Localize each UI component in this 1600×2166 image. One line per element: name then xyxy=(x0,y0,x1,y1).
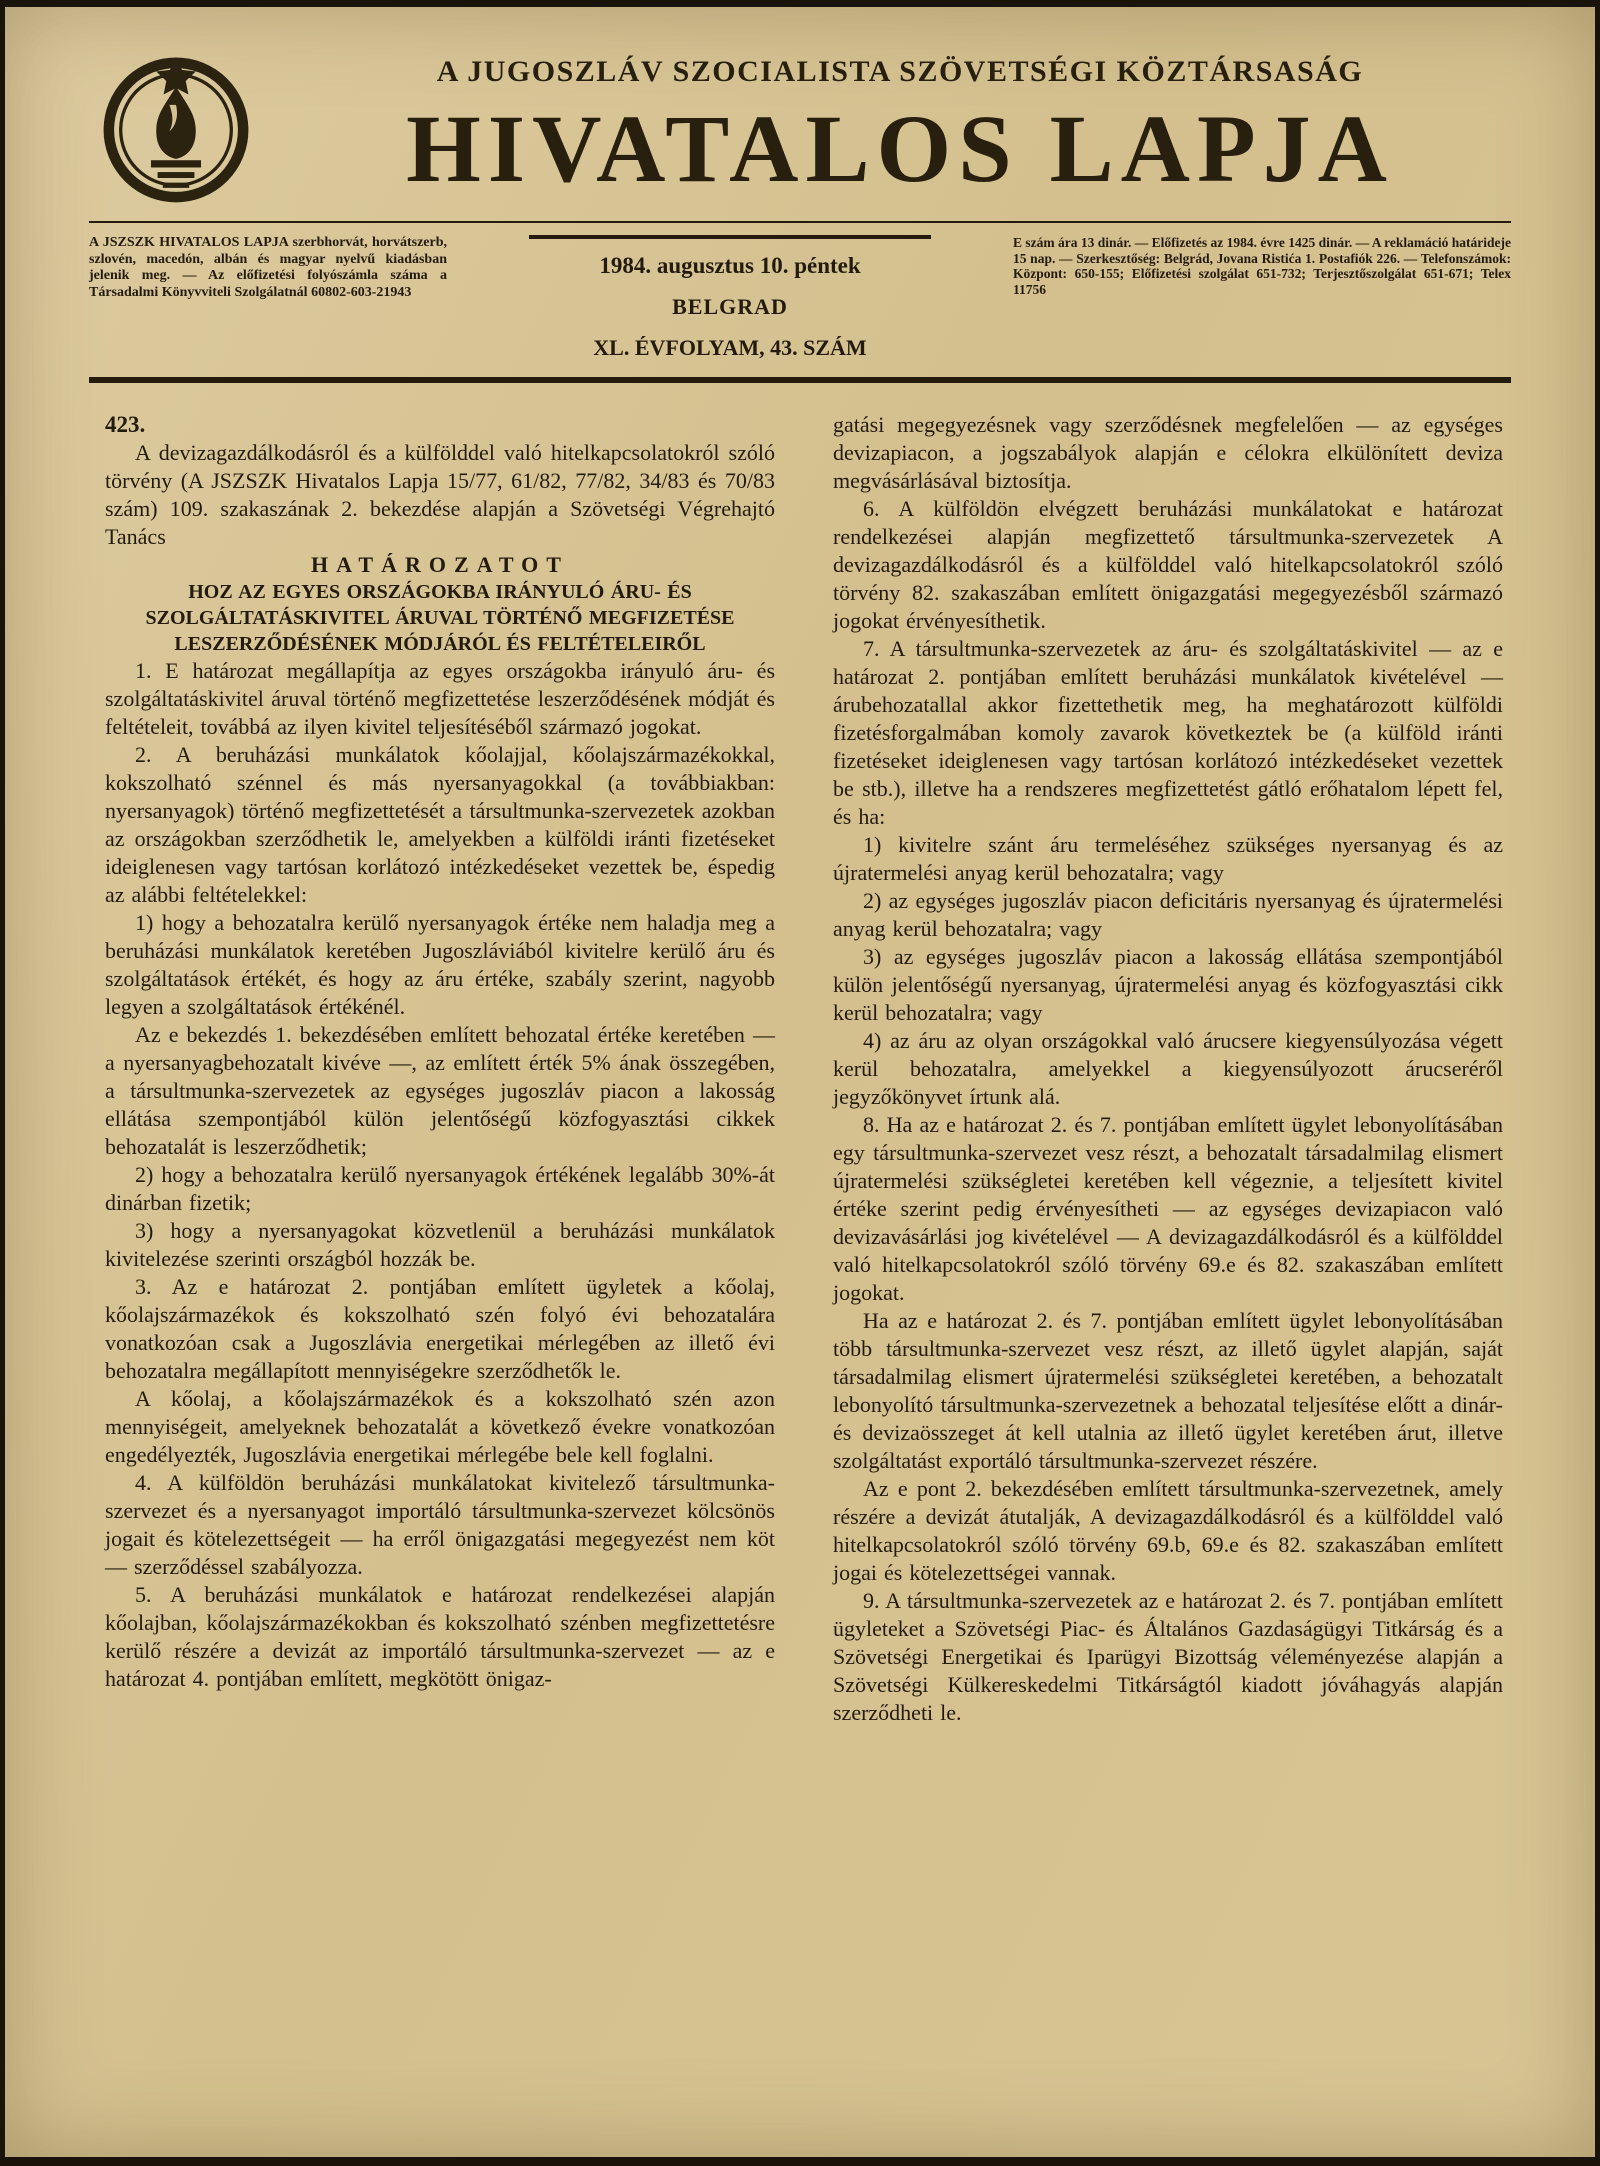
issue-info xyxy=(529,235,931,361)
paragraph: gatási megegyezésnek vagy szerződésnek megfelelően — az egységes devizapiacon, a jogszabályok alapján e célokra elkülönített deviza megvásárlásával biztosítja. xyxy=(833,412,1503,493)
paragraph: Az e bekezdés 1. bekezdésében említett behozatal értéke keretében — a nyersanyagbehozatalt kivéve —, az említett érték 5% ának összegében, a társultmunka-szervezetek az egységes jugoszláv piacon a lakosság ellátása szempontjából külön jelentőségű közfogyasztási cikkek behozatalát is leszerződhetik; xyxy=(105,1022,775,1159)
yugoslavia-coat-of-arms-icon xyxy=(97,47,255,205)
paragraph: 3. Az e határozat 2. pontjában említett ügyletek a kőolaj, kőolajszármazékok és kokszolható szén folyó évi behozatalára vonatkozóan csak a Jugoszlávia energetikai mérlegében az illető évi behozatalra megállapított mennyiségekre szerződhetők le. xyxy=(105,1274,775,1383)
paragraph: 1) hogy a behozatalra kerülő nyersanyagok értéke nem haladja meg a beruházási munkálatok keretében Jugoszláviából kivitelre kerülő áru és szolgáltatások értékét, és hogy az áru értéke, szabály szerint, nagyobb legyen a szolgáltatások értékénél. xyxy=(105,910,775,1019)
paragraph: 1. E határozat megállapítja az egyes országokba irányuló áru- és szolgáltatáskivitel áruval történő megfizettetése leszerződésének módját és feltételeit, továbbá az ilyen kivitel teljesítéséből származó jogokat. xyxy=(105,658,775,739)
masthead xyxy=(5,7,1595,209)
gazette-title: HIVATALOS LAPJA xyxy=(406,95,1394,202)
publication-info: A JSZSZK HIVATALOS LAPJA szerbhorvát, horvátszerb, szlovén, macedón, albán és magyar nyelvű kiadásban jelenik meg. — Az előfizetési folyószámla száma a Társadalmi Könyvviteli Szolgálatnál 60802-603-21943 xyxy=(89,235,447,300)
info-bar xyxy=(5,223,1595,377)
paragraph: 2) az egységes jugoszláv piacon deficitáris nyersanyag és újratermelési anyag kerül behozatalra; vagy xyxy=(833,888,1503,941)
heading-bold: HOZ AZ EGYES ORSZÁGOKBA IRÁNYULÓ ÁRU- ÉS SZOLGÁLTATÁSKIVITEL ÁRUVAL TÖRTÉNŐ MEGFIZETÉSE LESZERZŐDÉSÉNEK MÓDJÁRÓL ÉS FELTÉTELEIRŐL xyxy=(145,581,735,655)
issue-city: BELGRAD xyxy=(672,294,788,319)
paragraph: 7. A társultmunka-szervezetek az áru- és szolgáltatáskivitel — az e határozat 2. pontjában említett beruházási munkálatok kivételével — árubehozatallal akkor fizettethetik meg, ha meghatározott külföldi fizetésforgalmában komoly zavarok következtek be (a külföld iránti fizetéseket ideiglenesen vagy tartósan korlátozó intézkedéseket vezettek be stb.), illetve ha a rendszeres megfizettetést gátló erőhatalom lépett fel, és ha: xyxy=(833,636,1503,829)
masthead-text xyxy=(283,55,1517,202)
paragraph: Ha az e határozat 2. és 7. pontjában említett ügylet lebonyolításában több társultmunka-szervezet vesz részt, az illető ügylet alapján, saját társadalmilag elismert újratermelési szükségletei keretében, a behozatalt lebonyolító társultmunka-szervezetnek a behozatal teljesítése előtt a dinár- és devizaösszeget át kell utalnia az illető ügylet keretében árut, illetve szolgáltatást exportáló társultmunka-szervezet részére. xyxy=(833,1308,1503,1473)
paragraph: 5. A beruházási munkálatok e határozat rendelkezései alapján kőolajban, kőolajszármazékokban és kokszolható szénben megfizettetésre kerülő részére a devizát az importáló társultmunka-szervezet — az e határozat 4. pontjában említett, megkötött önigaz- xyxy=(105,1582,775,1691)
paragraph: 2. A beruházási munkálatok kőolajjal, kőolajszármazékokkal, kokszolható szénnel és más nyersanyagokkal (a továbbiakban: nyersanyagok) történő megfizettetését a társultmunka-szervezetek azokban az országokban szerződhetik le, amelyekben a külföldi iránti fizetéseket ideiglenesen vagy tartósan korlátozó intézkedéseket vezettek be, éspedig az alábbi feltételekkel: xyxy=(105,742,775,907)
republic-line: A JUGOSZLÁV SZOCIALISTA SZÖVETSÉGI KÖZTÁRSASÁG xyxy=(436,55,1364,88)
paragraph: 1) kivitelre szánt áru termeléséhez szükséges nyersanyag és az újratermelési anyag kerül behozatalra; vagy xyxy=(833,832,1503,885)
paragraph: 4. A külföldön beruházási munkálatokat kivitelező társultmunka-szervezet és a nyersanyagot importáló társultmunka-szervezet kölcsönös jogait és kötelezettségeit — ha erről önigazgatási megegyezést nem köt — szerződéssel szabályozza. xyxy=(105,1470,775,1579)
paragraph: A devizagazdálkodásról és a külfölddel való hitelkapcsolatokról szóló törvény (A JSZSZK Hivatalos Lapja 15/77, 61/82, 77/82, 34/83 és 70/83 szám) 109. szakaszának 2. bekezdése alapján a Szövetségi Végrehajtó Tanács xyxy=(105,440,775,549)
issue-date: 1984. augusztus 10. péntek xyxy=(599,253,861,278)
price-and-contact-info: E szám ára 13 dinár. — Előfizetés az 1984. évre 1425 dinár. — A reklamáció határideje 15 nap. — Szerkesztőség: Belgrád, Jovana Ristića 1. Postafiók 226. — Telefonszámok: Központ: 650-155; Előfizetési szolgálat 651-732; Terjesztőszolgálat 651-671; Telex 11756 xyxy=(1013,235,1511,297)
paragraph: 6. A külföldön elvégzett beruházási munkálatokat e határozat rendelkezései alapján megfizettető társultmunka-szervezetek A devizagazdálkodásról és a külfölddel való hitelkapcsolatokról szóló törvény 82. szakaszában említett önigazgatási megegyezésből származó jogokat érvényesíthetik. xyxy=(833,496,1503,633)
paragraph: 9. A társultmunka-szervezetek az e határozat 2. és 7. pontjában említett ügyleteket a Szövetségi Piac- és Általános Gazdaságügyi Titkárság és a Szövetségi Energetikai és Iparügyi Bizottság véleményezése alapján a Szövetségi Külkereskedelmi Titkárságtól kiadott jóváhagyás alapján szerződheti le. xyxy=(833,1588,1503,1725)
paragraph: 2) hogy a behozatalra kerülő nyersanyagok értékének legalább 30%-át dinárban fizetik; xyxy=(105,1162,775,1215)
issue-number: XL. ÉVFOLYAM, 43. SZÁM xyxy=(593,335,867,360)
paragraph: 3) az egységes jugoszláv piacon a lakosság ellátása szempontjából külön jelentőségű nyersanyag, újratermelési anyag és közfogyasztási cikk kerül behozatalra; vagy xyxy=(833,944,1503,1025)
paragraph: 4) az áru az olyan országokkal való árucsere kiegyensúlyozása végett kerül behozatalra, amelyekkel a kiegyensúlyozott árucseréről jegyzőkönyvet írtunk alá. xyxy=(833,1028,1503,1109)
right-column xyxy=(833,411,1503,1727)
paragraph: 8. Ha az e határozat 2. és 7. pontjában említett ügylet lebonyolításában egy társultmunka-szervezet vesz részt, a behozatalt társadalmilag elismert újratermelési szükségletei keretében kell végeznie, a teljesített kivitel értéke szerint pedig érvényesítheti — az egységes devizapiacon való devizavásárlási jog kivételével — A devizagazdálkodásról és a külfölddel való hitelkapcsolatokról szóló törvény 69.e és 82. szakaszában említett jogokat. xyxy=(833,1112,1503,1305)
article-number: 423. xyxy=(105,412,146,437)
left-column xyxy=(105,411,775,1727)
heading-spaced: HATÁROZATOT xyxy=(311,552,569,577)
paragraph: 3) hogy a nyersanyagokat közvetlenül a beruházási munkálatok kivitelezése szerinti országból hozzák be. xyxy=(105,1218,775,1271)
article-body xyxy=(5,383,1595,1727)
paragraph: Az e pont 2. bekezdésében említett társultmunka-szervezetnek, amely részére a devizát átutalják, A devizagazdálkodásról és a külfölddel való hitelkapcsolatokról szóló törvény 69.b, 69.e és 82. szakaszában említett jogai és kötelezettségei vannak. xyxy=(833,1476,1503,1585)
paragraph: A kőolaj, a kőolajszármazékok és a kokszolható szén azon mennyiségeit, amelyeknek behozatalát a következő évekre vonatkozóan engedélyezték, Jugoszlávia energetikai mérlegébe bele kell foglalni. xyxy=(105,1386,775,1467)
